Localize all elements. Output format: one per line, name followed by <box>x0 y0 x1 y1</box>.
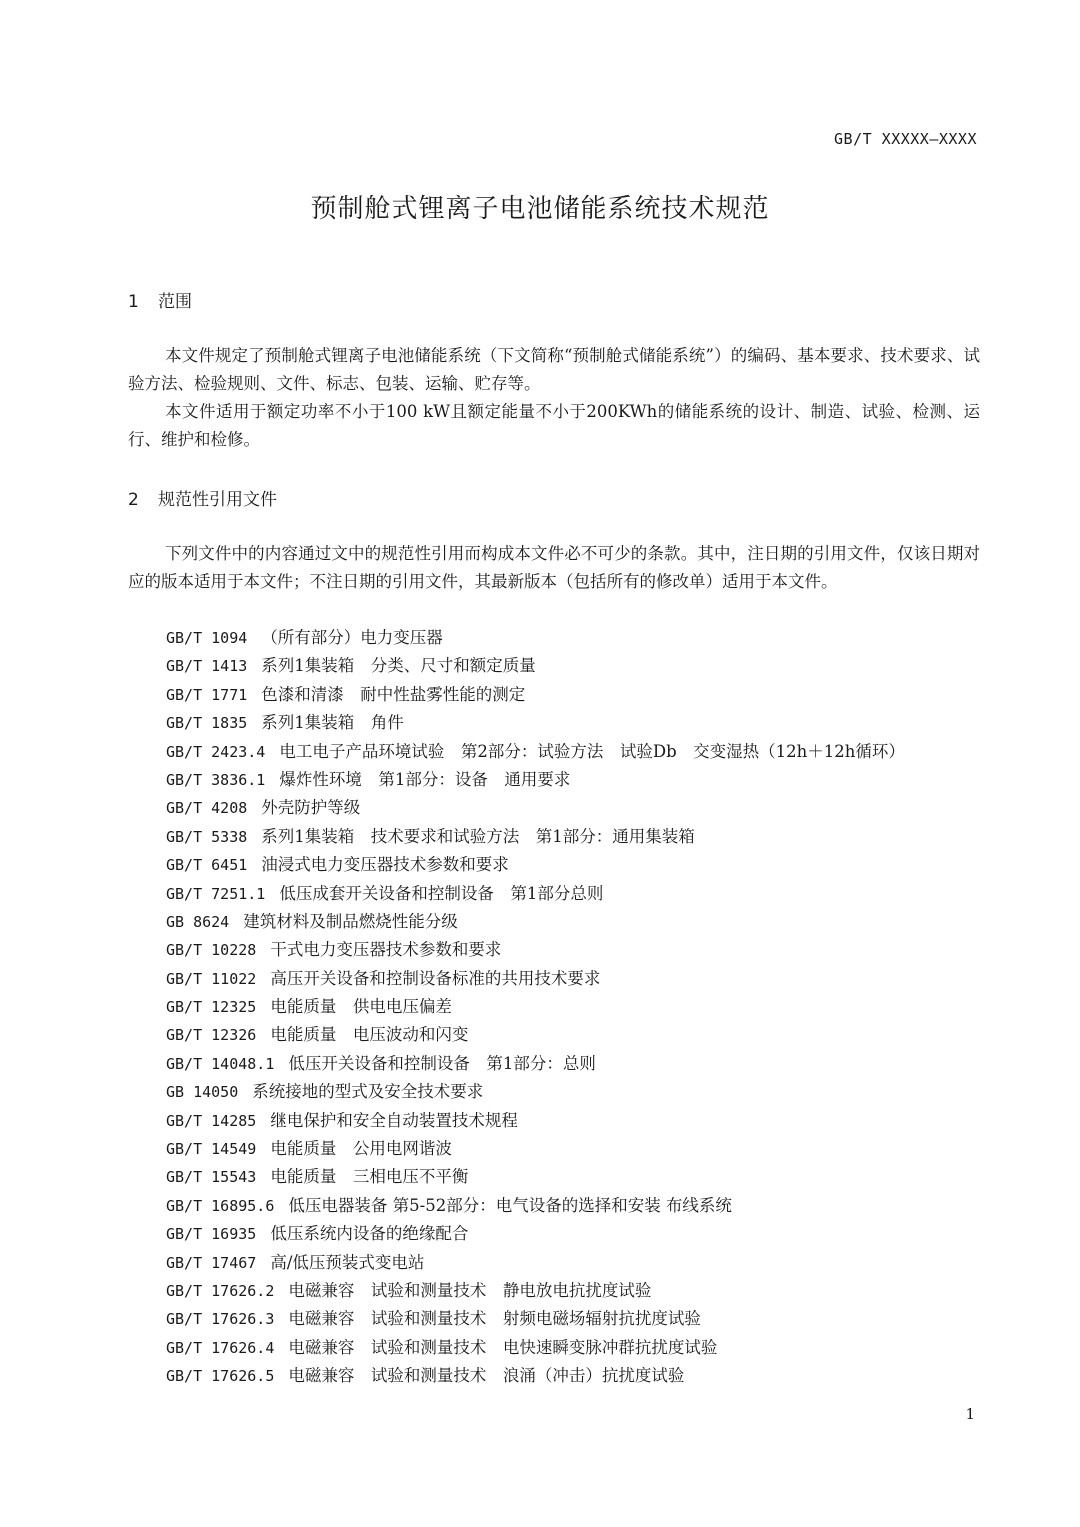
scope-paragraph-2: 本文件适用于额定功率不小于100 kW且额定能量不小于200KWh的储能系统的设计、制造、试验、检测、运行、维护和检修。 <box>128 402 980 449</box>
reference-code: GB/T 4208 <box>166 799 248 818</box>
section-number: 2 <box>128 490 139 510</box>
reference-code: GB/T 7251.1 <box>166 884 266 903</box>
reference-title: 外壳防护等级 <box>261 798 361 818</box>
reference-code: GB/T 14285 <box>166 1111 257 1130</box>
reference-code: GB/T 17626.3 <box>166 1310 275 1329</box>
reference-title: 爆炸性环境 第1部分：设备 通用要求 <box>279 769 571 789</box>
reference-item <box>166 1277 905 1305</box>
reference-title: 低压成套开关设备和控制设备 第1部分总则 <box>279 883 604 903</box>
section-title: 范围 <box>158 292 192 312</box>
reference-code: GB/T 17626.2 <box>166 1281 275 1300</box>
reference-item <box>166 794 905 822</box>
reference-code: GB/T 1771 <box>166 685 248 704</box>
reference-title: 电磁兼容 试验和测量技术 静电放电抗扰度试验 <box>288 1280 652 1300</box>
reference-title: 低压系统内设备的绝缘配合 <box>270 1224 469 1244</box>
reference-item <box>166 1107 905 1135</box>
reference-item <box>166 1334 905 1362</box>
reference-title: 电能质量 供电电压偏差 <box>270 997 452 1017</box>
reference-title: 系列1集装箱 技术要求和试验方法 第1部分：通用集装箱 <box>261 826 695 846</box>
reference-title: 电能质量 三相电压不平衡 <box>270 1167 469 1187</box>
reference-item <box>166 1192 905 1220</box>
reference-title: 油浸式电力变压器技术参数和要求 <box>261 855 509 875</box>
reference-title: 建筑材料及制品燃烧性能分级 <box>243 911 458 931</box>
reference-code: GB/T 15543 <box>166 1168 257 1187</box>
reference-item <box>166 624 905 652</box>
reference-item <box>166 1305 905 1333</box>
reference-item <box>166 880 905 908</box>
reference-item <box>166 851 905 879</box>
reference-code: GB 8624 <box>166 912 230 931</box>
references-intro-paragraph: 下列文件中的内容通过文中的规范性引用而构成本文件必不可少的条款。其中，注日期的引用文件，仅该日期对应的版本适用于本文件；不注日期的引用文件，其最新版本（包括所有的修改单）适用于本文件。 <box>128 544 980 591</box>
reference-code: GB 14050 <box>166 1083 239 1102</box>
reference-title: （所有部分）电力变压器 <box>261 628 443 647</box>
reference-title: 低压开关设备和控制设备 第1部分：总则 <box>288 1053 596 1073</box>
reference-item <box>166 652 905 680</box>
reference-item <box>166 823 905 851</box>
reference-code: GB/T 17626.4 <box>166 1338 275 1357</box>
reference-title: 电磁兼容 试验和测量技术 射频电磁场辐射抗扰度试验 <box>288 1309 701 1329</box>
reference-title: 干式电力变压器技术参数和要求 <box>270 940 502 960</box>
reference-item <box>166 766 905 794</box>
section-number: 1 <box>128 292 139 312</box>
section-heading-scope <box>128 287 192 312</box>
reference-title: 电磁兼容 试验和测量技术 电快速瞬变脉冲群抗扰度试验 <box>288 1337 718 1357</box>
reference-code: GB/T 16895.6 <box>166 1196 275 1215</box>
reference-item <box>166 908 905 936</box>
reference-code: GB/T 11022 <box>166 969 257 988</box>
reference-code: GB/T 1835 <box>166 714 248 733</box>
reference-title: 电能质量 电压波动和闪变 <box>270 1025 469 1045</box>
document-title: 预制舱式锂离子电池储能系统技术规范 <box>310 194 770 224</box>
reference-code: GB/T 5338 <box>166 827 248 846</box>
reference-code: GB/T 14549 <box>166 1140 257 1159</box>
reference-title: 色漆和清漆 耐中性盐雾性能的测定 <box>261 684 526 704</box>
reference-code: GB/T 1094 <box>166 629 248 647</box>
reference-item <box>166 1021 905 1049</box>
reference-item <box>166 738 905 766</box>
reference-title: 电能质量 公用电网谐波 <box>270 1139 452 1159</box>
reference-item <box>166 1163 905 1191</box>
reference-item <box>166 993 905 1021</box>
reference-code: GB/T 12325 <box>166 998 257 1017</box>
reference-title: 高压开关设备和控制设备标准的共用技术要求 <box>270 968 601 988</box>
reference-code: GB/T 3836.1 <box>166 770 266 789</box>
reference-item <box>166 709 905 737</box>
reference-title: 高/低压预装式变电站 <box>270 1252 425 1272</box>
reference-item <box>166 1135 905 1163</box>
reference-title: 低压电器装备 第5-52部分：电气设备的选择和安装 布线系统 <box>288 1195 732 1215</box>
reference-item <box>166 1050 905 1078</box>
reference-code: GB/T 6451 <box>166 856 248 875</box>
reference-item <box>166 1249 905 1277</box>
reference-item <box>166 965 905 993</box>
reference-code: GB/T 17626.5 <box>166 1367 275 1386</box>
reference-title: 系列1集装箱 分类、尺寸和额定质量 <box>261 656 536 676</box>
reference-code: GB/T 10228 <box>166 941 257 960</box>
reference-code: GB/T 17467 <box>166 1253 257 1272</box>
reference-title: 系列1集装箱 角件 <box>261 713 404 733</box>
reference-title: 电工电子产品环境试验 第2部分：试验方法 试验Db 交变湿热（12h＋12h循环） <box>279 741 905 761</box>
reference-item <box>166 1362 905 1390</box>
reference-title: 继电保护和安全自动装置技术规程 <box>270 1110 518 1130</box>
reference-list <box>166 624 905 1391</box>
section-heading-normative-references <box>128 485 277 510</box>
page-number: 1 <box>965 1405 975 1423</box>
reference-item <box>166 1078 905 1106</box>
standard-code: GB/T XXXXX—XXXX <box>834 130 977 148</box>
reference-code: GB/T 12326 <box>166 1026 257 1045</box>
reference-code: GB/T 1413 <box>166 657 248 676</box>
reference-title: 电磁兼容 试验和测量技术 浪涌（冲击）抗扰度试验 <box>288 1366 685 1386</box>
scope-paragraph-1: 本文件规定了预制舱式锂离子电池储能系统（下文简称“预制舱式储能系统”）的编码、基本要求、技术要求、试验方法、检验规则、文件、标志、包装、运输、贮存等。 <box>128 346 980 393</box>
reference-item <box>166 681 905 709</box>
section-title: 规范性引用文件 <box>158 490 277 510</box>
reference-title: 系统接地的型式及安全技术要求 <box>252 1082 484 1102</box>
reference-item <box>166 936 905 964</box>
reference-item <box>166 1220 905 1248</box>
reference-code: GB/T 14048.1 <box>166 1054 275 1073</box>
reference-code: GB/T 16935 <box>166 1225 257 1244</box>
reference-code: GB/T 2423.4 <box>166 742 266 761</box>
